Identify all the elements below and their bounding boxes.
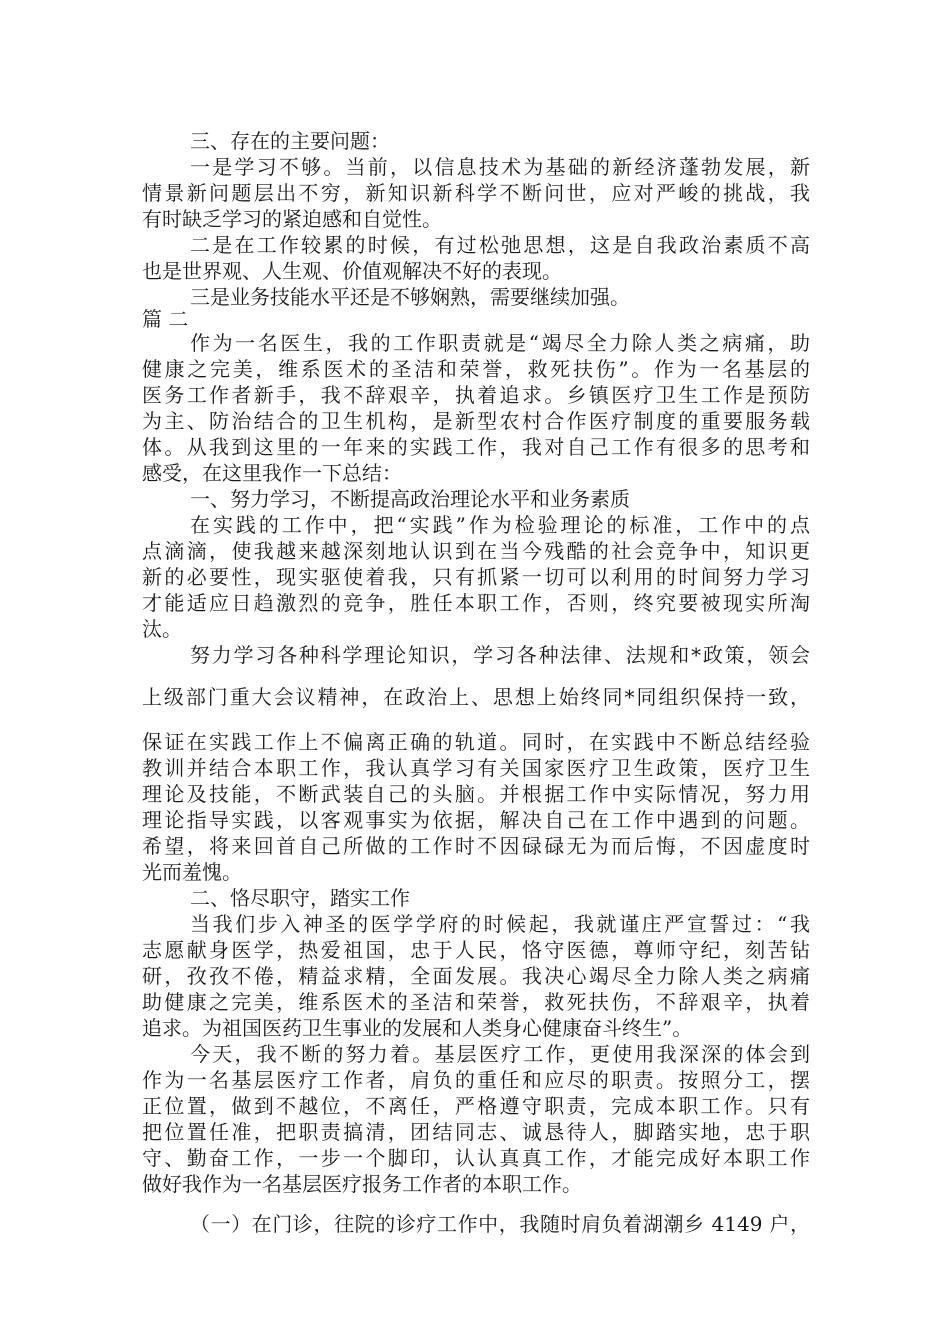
paragraph-line: 努力学习各种科学理论知识，学习各种法律、法规和*政策，领会 xyxy=(190,643,810,667)
paragraph-line: 做好我作为一名基层医疗报务工作者的本职工作。 xyxy=(142,1172,582,1196)
paragraph-line: 健康之完美，维系医术的圣洁和荣誉，救死扶伤”。作为一名基层的 xyxy=(142,357,810,381)
paragraph-line: 作为一名基层医疗工作者，肩负的重任和应尽的职责。按照分工，摆 xyxy=(142,1068,810,1092)
paragraph-line: 教训并结合本职工作，我认真学习有关国家医疗卫生政策，医疗卫生 xyxy=(142,756,810,780)
paragraph-line: 理论及技能，不断武装自己的头脑。并根据工作中实际情况，努力用 xyxy=(142,782,810,806)
section-heading: 二、恪尽职守，踏实工作 xyxy=(190,886,410,910)
paragraph-line: （一）在门诊，往院的诊疗工作中，我随时肩负着湖潮乡 4149 户， xyxy=(190,1212,810,1236)
paragraph-line: 为主、防治结合的卫生机构，是新型农村合作医疗制度的重要服务载 xyxy=(142,409,810,433)
paragraph-line: 当我们步入神圣的医学学府的时候起，我就谨庄严宣誓过：“我 xyxy=(190,912,810,936)
paragraph-line: 一是学习不够。当前，以信息技术为基础的新经济蓬勃发展，新 xyxy=(190,155,810,179)
paragraph-line: 把位置任准，把职责搞清，团结同志、诚恳待人，脚踏实地，忠于职 xyxy=(142,1120,810,1144)
paragraph-line: 追求。为祖国医药卫生事业的发展和人类身心健康奋斗终生”。 xyxy=(142,1016,693,1040)
paragraph-line: 二是在工作较累的时候，有过松弛思想，这是自我政治素质不高 xyxy=(190,233,810,257)
paragraph-line: 感受，在这里我作一下总结： xyxy=(142,461,402,485)
paragraph-line: 情景新问题层出不穷，新知识新科学不断问世，应对严峻的挑战，我 xyxy=(142,181,810,205)
paragraph-line: 作为一名医生，我的工作职责就是“竭尽全力除人类之病痛，助 xyxy=(190,331,810,355)
paragraph-line: 三是业务技能水平还是不够娴熟，需要继续加强。 xyxy=(190,285,630,309)
paragraph-line: 体。从我到这里的一年来的实践工作，我对自己工作有很多的思考和 xyxy=(142,435,810,459)
paragraph-line: 新的必要性，现实驱使着我，只有抓紧一切可以利用的时间努力学习 xyxy=(142,565,810,589)
paragraph-line: 今天，我不断的努力着。基层医疗工作，更使用我深深的体会到 xyxy=(190,1042,810,1066)
paragraph-line: 才能适应日趋激烈的竞争，胜任本职工作，否则，终究要被现实所淘 xyxy=(142,591,810,615)
paragraph-line: 研，孜孜不倦，精益求精，全面发展。我决心竭尽全力除人类之病痛 xyxy=(142,964,810,988)
section-heading: 一、努力学习，不断提高政治理论水平和业务素质 xyxy=(190,487,630,511)
paragraph-line: 在实践的工作中，把“实践”作为检验理论的标准，工作中的点 xyxy=(190,513,810,537)
paragraph-line: 也是世界观、人生观、价值观解决不好的表现。 xyxy=(142,259,562,283)
paragraph-line: 点滴滴，使我越来越深刻地认识到在当今残酷的社会竞争中，知识更 xyxy=(142,539,810,563)
paragraph-line: 有时缺乏学习的紧迫感和自觉性。 xyxy=(142,207,442,231)
section-heading: 三、存在的主要问题： xyxy=(190,129,390,153)
paragraph-line: 守、勤奋工作，一步一个脚印，认认真真工作，才能完成好本职工作 xyxy=(142,1146,810,1170)
paragraph-line: 保证在实践工作上不偏离正确的轨道。同时，在实践中不断总结经验 xyxy=(142,730,810,754)
paragraph-line: 正位置，做到不越位，不离任，严格遵守职责，完成本职工作。只有 xyxy=(142,1094,810,1118)
paragraph-line: 理论指导实践，以客观事实为依据，解决自己在工作中遇到的问题。 xyxy=(142,808,810,832)
paragraph-line: 希望，将来回首自己所做的工作时不因碌碌无为而后悔，不因虚度时 xyxy=(142,834,810,858)
paragraph-line: 志愿献身医学，热爱祖国，忠于人民，恪守医德，尊师守纪，刻苦钻 xyxy=(142,938,810,962)
paragraph-line: 光而羞愧。 xyxy=(142,860,242,884)
part-label: 篇 二 xyxy=(142,307,189,331)
paragraph-line: 汰。 xyxy=(142,617,182,641)
paragraph-line: 助健康之完美，维系医术的圣洁和荣誉，救死扶伤，不辞艰辛，执着 xyxy=(142,990,810,1014)
paragraph-line: 医务工作者新手，我不辞艰辛，执着追求。乡镇医疗卫生工作是预防 xyxy=(142,383,810,407)
paragraph-line: 上级部门重大会议精神，在政治上、思想上始终同*同组织保持一致， xyxy=(142,685,810,709)
